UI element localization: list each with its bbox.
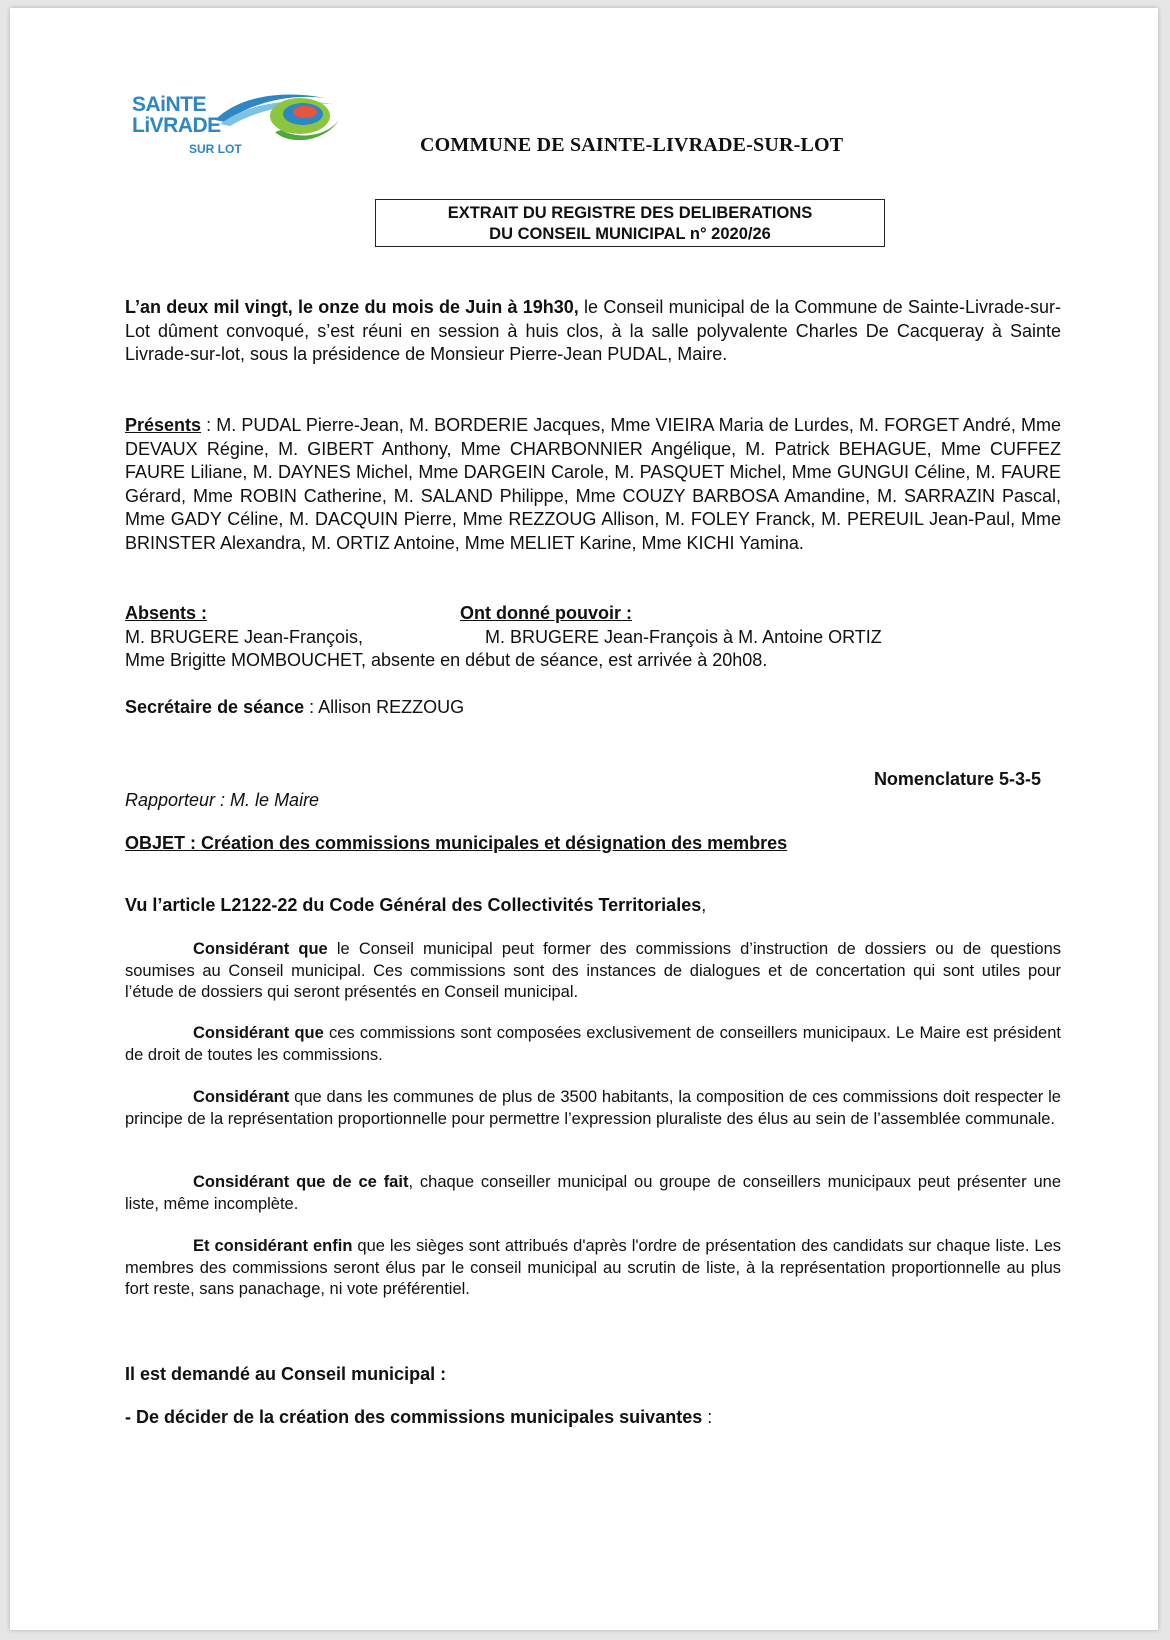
vu-article (125, 894, 706, 918)
proxy-label: Ont donné pouvoir : (460, 603, 632, 623)
late-arrival: Mme Brigitte MOMBOUCHET, absente en début de séance, est arrivée à 20h08. (125, 650, 768, 670)
intro-text: le Conseil municipal de la Commune de Sainte-Livrade-sur-Lot dûment convoqué, s’est réuni en session à huis clos, à la salle polyvalente Charles De Cacqueray à Sainte Livrade-sur-lot, sous la présidence de Monsieur Pierre-Jean PUDAL, Maire. (125, 297, 1061, 364)
register-box-line1: EXTRAIT DU REGISTRE DES DELIBERATIONS (447, 204, 813, 222)
intro-date: L’an deux mil vingt, le onze du mois de Juin à 19h30, (125, 297, 579, 317)
considerant-1-text: le Conseil municipal peut former des commissions d’instruction de dossiers ou de questions soumises au Conseil municipal. Ces commissions sont des instances de dialogues et de concertation qui sont utiles pour l’étude de dossiers qui seront présentés en Conseil municipal. (125, 940, 1061, 1001)
logo-text-sur-lot: SUR LOT (189, 142, 242, 156)
secretary-line (125, 696, 464, 720)
considerant-2-text: ces commissions sont composées exclusivement de conseillers municipaux. Le Maire est président de droit de toutes les commissions. (125, 1024, 1061, 1064)
presents-label: Présents (125, 415, 202, 435)
presents-paragraph (125, 414, 1061, 555)
considerant-5-bold: Et considérant enfin (193, 1237, 353, 1255)
considerant-1-bold: Considérant que (193, 940, 328, 958)
considerant-4-bold: Considérant que de ce fait (193, 1173, 409, 1191)
secretary-label: Secrétaire de séance (125, 697, 305, 717)
logo-text-livrade: LiVRADE (132, 114, 221, 137)
considerant-4-text: , chaque conseiller municipal ou groupe de conseillers municipaux peut présenter une liste, même incomplète. (125, 1173, 1061, 1213)
rapporteur: Rapporteur : M. le Maire (125, 790, 320, 810)
proxy-entry: M. BRUGERE Jean-François à M. Antoine ORTIZ (485, 627, 882, 647)
vu-article-comma: , (701, 895, 707, 915)
considerant-2-bold: Considérant que (193, 1024, 324, 1042)
absents-label: Absents : (125, 603, 208, 623)
decider-colon: : (702, 1407, 713, 1427)
vu-article-bold: Vu l’article L2122-22 du Code Général des Collectivités Territoriales (125, 895, 702, 915)
considerant-4 (125, 1172, 1061, 1215)
absent-member: M. BRUGERE Jean-François, (125, 627, 364, 647)
considerant-3-bold: Considérant (193, 1088, 290, 1106)
objet-title: OBJET : Création des commissions municipales et désignation des membres (125, 833, 788, 853)
commune-title: COMMUNE DE SAINTE-LIVRADE-SUR-LOT (420, 134, 844, 156)
considerant-5 (125, 1236, 1061, 1301)
register-box (375, 199, 885, 247)
considerant-3 (125, 1087, 1061, 1130)
considerant-5-text: que les sièges sont attribués d'après l'ordre de présentation des candidats sur chaque liste. Les membres des commissions seront élus par le conseil municipal au scrutin de liste, à la représentation proportionnelle au plus fort reste, sans panachage, ni vote préférentiel. (125, 1237, 1061, 1298)
decider-bold: - De décider de la création des commissions municipales suivantes (125, 1407, 703, 1427)
demande-line: Il est demandé au Conseil municipal : (125, 1364, 447, 1384)
decider-line (125, 1406, 712, 1430)
considerant-3-text: que dans les communes de plus de 3500 habitants, la composition de ces commissions doit respecter le principe de la représentation proportionnelle pour permettre l’expression pluraliste des élus au sein de l’assemblée communale. (125, 1088, 1061, 1128)
nomenclature: Nomenclature 5-3-5 (873, 769, 1041, 789)
secretary-name: : Allison REZZOUG (304, 697, 465, 717)
logo-text-sainte: SAiNTE (132, 93, 207, 116)
register-box-line2: DU CONSEIL MUNICIPAL n° 2020/26 (489, 225, 771, 243)
document-page (10, 8, 1158, 1630)
intro-paragraph (125, 296, 1061, 367)
municipality-logo (120, 88, 340, 158)
considerant-2 (125, 1023, 1061, 1066)
considerant-1 (125, 939, 1061, 1004)
presents-list: : M. PUDAL Pierre-Jean, M. BORDERIE Jacques, Mme VIEIRA Maria de Lurdes, M. FORGET André, Mme DEVAUX Régine, M. GIBERT Anthony, Mme CHARBONNIER Angélique, M. Patrick BEHAGUE, Mme CUFFEZ FAURE Liliane, M. DAYNES Michel, Mme DARGEIN Carole, M. PASQUET Michel, Mme GUNGUI Céline, M. FAURE Gérard, Mme ROBIN Catherine, M. SALAND Philippe, Mme COUZY BARBOSA Amandine, M. SARRAZIN Pascal, Mme GADY Céline, M. DACQUIN Pierre, Mme REZZOUG Allison, M. FOLEY Franck, M. PEREUIL Jean-Paul, Mme BRINSTER Alexandra, M. ORTIZ Antoine, Mme MELIET Karine, Mme KICHI Yamina. (125, 415, 1061, 553)
